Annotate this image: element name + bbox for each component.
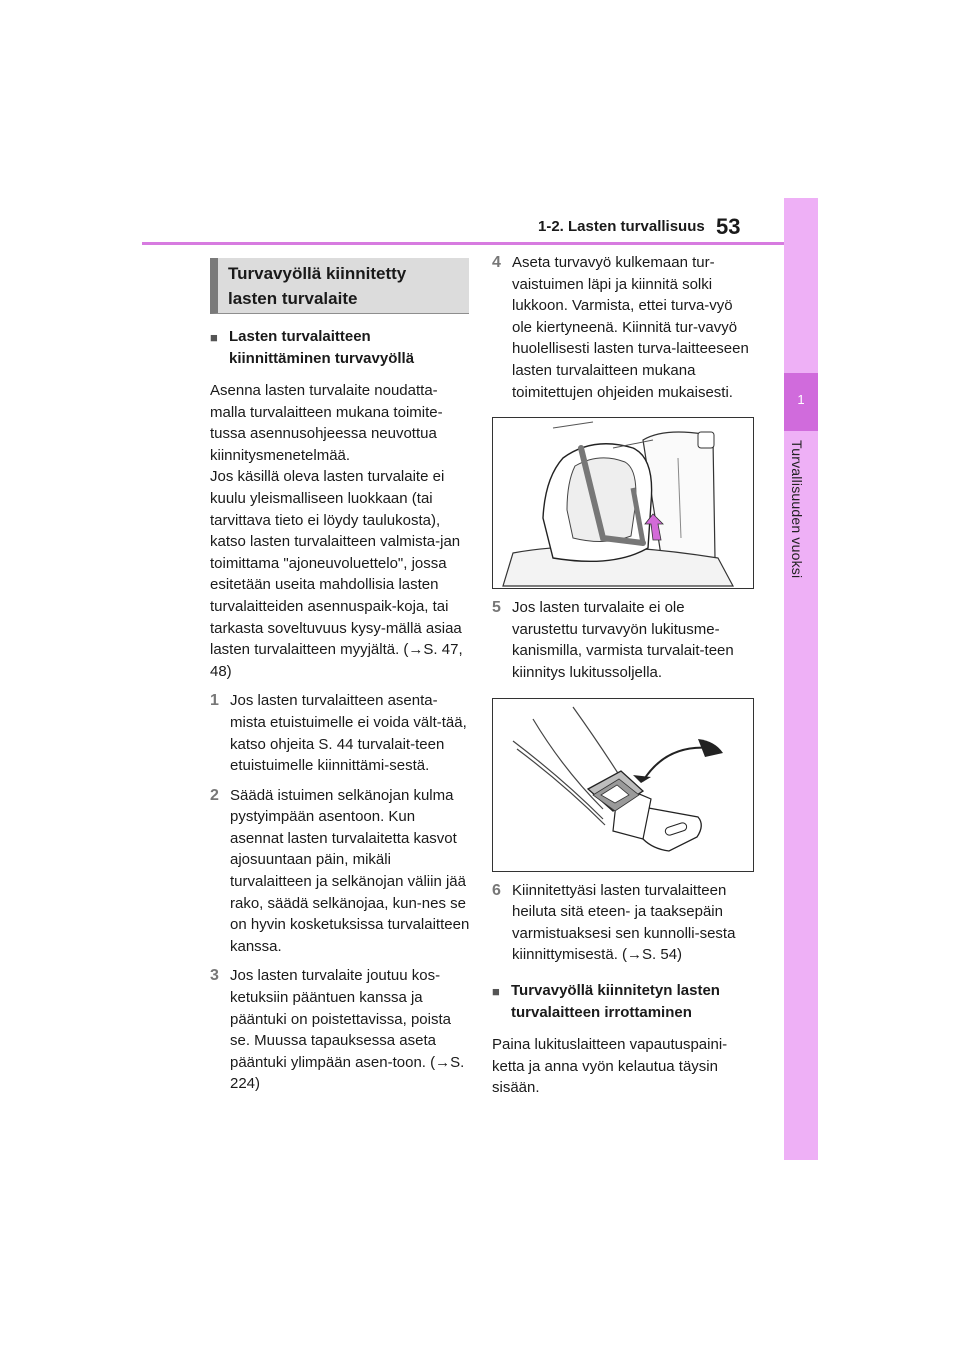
child-seat-illustration <box>492 417 754 589</box>
child-seat-image <box>493 418 748 588</box>
paragraph: Paina lukituslaitteen vapautuspaini-ketta ja anna vyön kelautua täysin sisään. <box>492 1035 728 1097</box>
page-number: 53 <box>716 214 741 239</box>
side-tab-label: Turvallisuuden vuoksi <box>789 440 805 579</box>
subsection-heading: ■ Turvavyöllä kiinnitetyn lasten turvalaitteen irrottaminen <box>492 980 754 1024</box>
left-column <box>210 258 470 1095</box>
step-item: 4 Aseta turvavyö kulkemaan tur-vaistuimen läpi ja kiinnitä solki lukkoon. Varmista, ettei turva-vyö ole kiertyneenä. Kiinnitä tur-vavyö huolellisesti lasten turva-laitteeseen lasten turvalaitteen mukana toimitettujen ohjeiden mukaisesti. <box>492 254 749 401</box>
step-item: 6 Kiinnitettyäsi lasten turvalaitteen heiluta sitä eteen- ja taaksepäin varmistuaksesi sen kunnolli-sesta kiinnittymisestä. (→S. 54) <box>492 881 736 964</box>
step-item: 2 Säädä istuimen selkänojan kulma pystyimpään asentoon. Kun asennat lasten turvalaitetta kasvot ajosuuntaan päin, mikäli turvalaitteen ja selkänojan väliin jää rako, säädä selkänojaa, kun-nes se on hyvin kosketuksissa turvalaitteen kanssa. <box>210 786 470 955</box>
step-item: 1 Jos lasten turvalaitteen asenta-mista etuistuimelle ei voida vält-tää, katso ohjeita S. 44 turvalait-teen etuistuimelle kiinnittämi-sestä. <box>210 692 467 775</box>
locking-clip-image <box>493 699 748 871</box>
header-rule <box>142 242 790 245</box>
square-bullet-icon: ■ <box>210 330 218 345</box>
side-tab-number: 1 <box>797 392 805 407</box>
subsection-heading: ■ Lasten turvalaitteen kiinnittäminen turvavyöllä <box>210 326 470 370</box>
section-title: Turvavyöllä kiinnitetty lasten turvalaite <box>210 258 469 314</box>
square-bullet-icon: ■ <box>492 983 500 999</box>
locking-clip-illustration <box>492 698 754 872</box>
right-column <box>492 252 754 1099</box>
side-tab <box>784 198 818 1160</box>
paragraph: Asenna lasten turvalaite noudatta-malla turvalaitteen mukana toimite-tussa asennusohjeessa neuvottua kiinnitysmenetelmää. <box>210 382 443 464</box>
running-header: 1-2. Lasten turvallisuus <box>538 218 705 235</box>
paragraph: Jos käsillä oleva lasten turvalaite ei kuulu yleismalliseen luokkaan (tai tarvittava tieto ei löydy taulukosta), katso lasten turvalaitteen valmista-jan toimittama "ajoneuvoluettelo", jossa esitetään useita mahdollisia lasten turvalaitteiden asennuspaik-koja, tai tarkasta soveltuvuus kysy-mällä asiaa lasten turvalaitteen myyjältä. (→S. 47, 48) <box>210 468 463 680</box>
step-item: 5 Jos lasten turvalaite ei ole varustettu turvavyön lukitusme-kanismilla, varmista turvalait-teen kiinnitys lukitussoljella. <box>492 599 734 681</box>
step-item: 3 Jos lasten turvalaite joutuu kos-ketuksiin pääntuen kanssa ja pääntuki on poistettavissa, poista se. Muussa tapauksessa aseta pääntuki ylimpään asen-toon. (→S. 224) <box>210 967 465 1093</box>
